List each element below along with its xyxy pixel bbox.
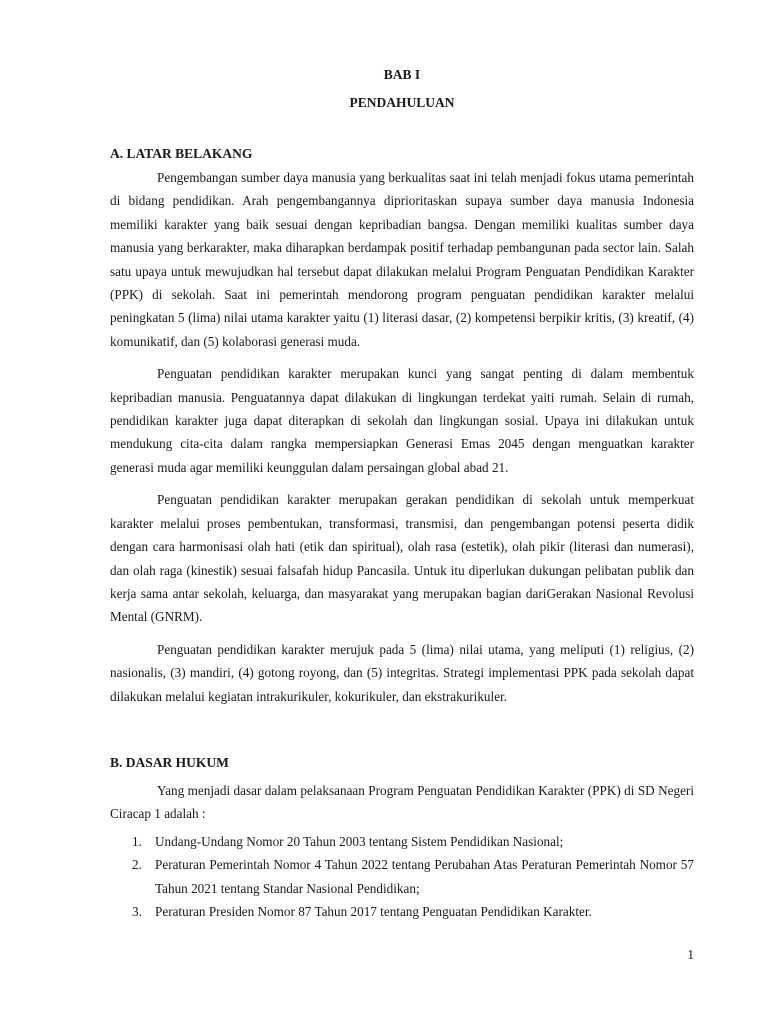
chapter-title: PENDAHULUAN [349, 95, 455, 110]
paragraph: Penguatan pendidikan karakter merupakan kunci yang sangat penting di dalam membentuk kepribadian manusia. Penguatannya dapat dilakukan di lingkungan terdekat yaiti rumah. Selain di rumah, pendidikan karakter juga dapat diterapkan di sekolah dan lingkungan sosial. Upaya ini dilakukan untuk mendukung cita-cita dalam rangka mempersiapkan Generasi Emas 2045 dengan menguatkan karakter generasi muda agar memiliki keunggulan dalam persaingan global abad 21. [110, 366, 694, 475]
list-item-text: Undang-Undang Nomor 20 Tahun 2003 tentang Sistem Pendidikan Nasional; [155, 833, 564, 849]
list-item-number: 3. [132, 903, 142, 919]
list-item [110, 830, 694, 853]
list-item-number: 1. [132, 833, 142, 849]
page-content [110, 66, 694, 923]
section-heading-dasar-hukum: B. DASAR HUKUM [110, 754, 229, 770]
page-number: 1 [687, 947, 694, 962]
dasar-hukum-intro: Yang menjadi dasar dalam pelaksanaan Program Penguatan Pendidikan Karakter (PPK) di SD Negeri Ciracap 1 adalah : [110, 782, 694, 822]
list-item-text: Peraturan Pemerintah Nomor 4 Tahun 2022 tentang Perubahan Atas Peraturan Pemerintah Nomor 57 Tahun 2021 tentang Standar Nasional Pendidikan; [155, 857, 694, 896]
list-item [110, 900, 694, 923]
chapter-number: BAB I [383, 67, 421, 82]
list-item-text: Peraturan Presiden Nomor 87 Tahun 2017 tentang Penguatan Pendidikan Karakter. [155, 903, 592, 919]
paragraph: Penguatan pendidikan karakter merujuk pada 5 (lima) nilai utama, yang meliputi (1) religius, (2) nasionalis, (3) mandiri, (4) gotong royong, dan (5) integritas. Strategi implementasi PPK pada sekolah dapat dilakukan melalui kegiatan intrakurikuler, kokurikuler, dan ekstrakurikuler. [110, 641, 694, 704]
section-heading-latar-belakang: A. LATAR BELAKANG [110, 146, 253, 161]
list-item-number: 2. [132, 857, 142, 873]
legal-basis-list [110, 830, 694, 924]
paragraph: Pengembangan sumber daya manusia yang berkualitas saat ini telah menjadi fokus utama pemerintah di bidang pendidikan. Arah pengembangannya diprioritaskan supaya sumber daya manusia Indonesia memiliki karakter yang baik sesuai dengan kepribadian bangsa. Dengan memiliki kualitas sumber daya manusia yang berkarakter, maka diharapkan berdampak positif terhadap pembangunan pada sector lain. Salah satu upaya untuk mewujudkan hal tersebut dapat dilakukan melalui Program Penguatan Pendidikan Karakter (PPK) di sekolah. Saat ini pemerintah mendorong program penguatan pendidikan karakter melalui peningkatan 5 (lima) nilai utama karakter yaitu (1) literasi dasar, (2) kompetensi berpikir kritis, (3) kreatif, (4) komunikatif, dan (5) kolaborasi generasi muda. [110, 170, 694, 349]
paragraph: Penguatan pendidikan karakter merupakan gerakan pendidikan di sekolah untuk memperkuat karakter melalui proses pembentukan, transformasi, transmisi, dan pengembangan potensi peserta didik dengan cara harmonisasi olah hati (etik dan spiritual), olah rasa (estetik), olah pikir (literasi dan numerasi), dan olah raga (kinestik) sesuai falsafah hidup Pancasila. Untuk itu diperlukan dukungan pelibatan publik dan kerja sama antar sekolah, keluarga, dan masyarakat yang merupakan bagian dariGerakan Nasional Revolusi Mental (GNRM). [110, 492, 694, 625]
list-item [110, 853, 694, 900]
